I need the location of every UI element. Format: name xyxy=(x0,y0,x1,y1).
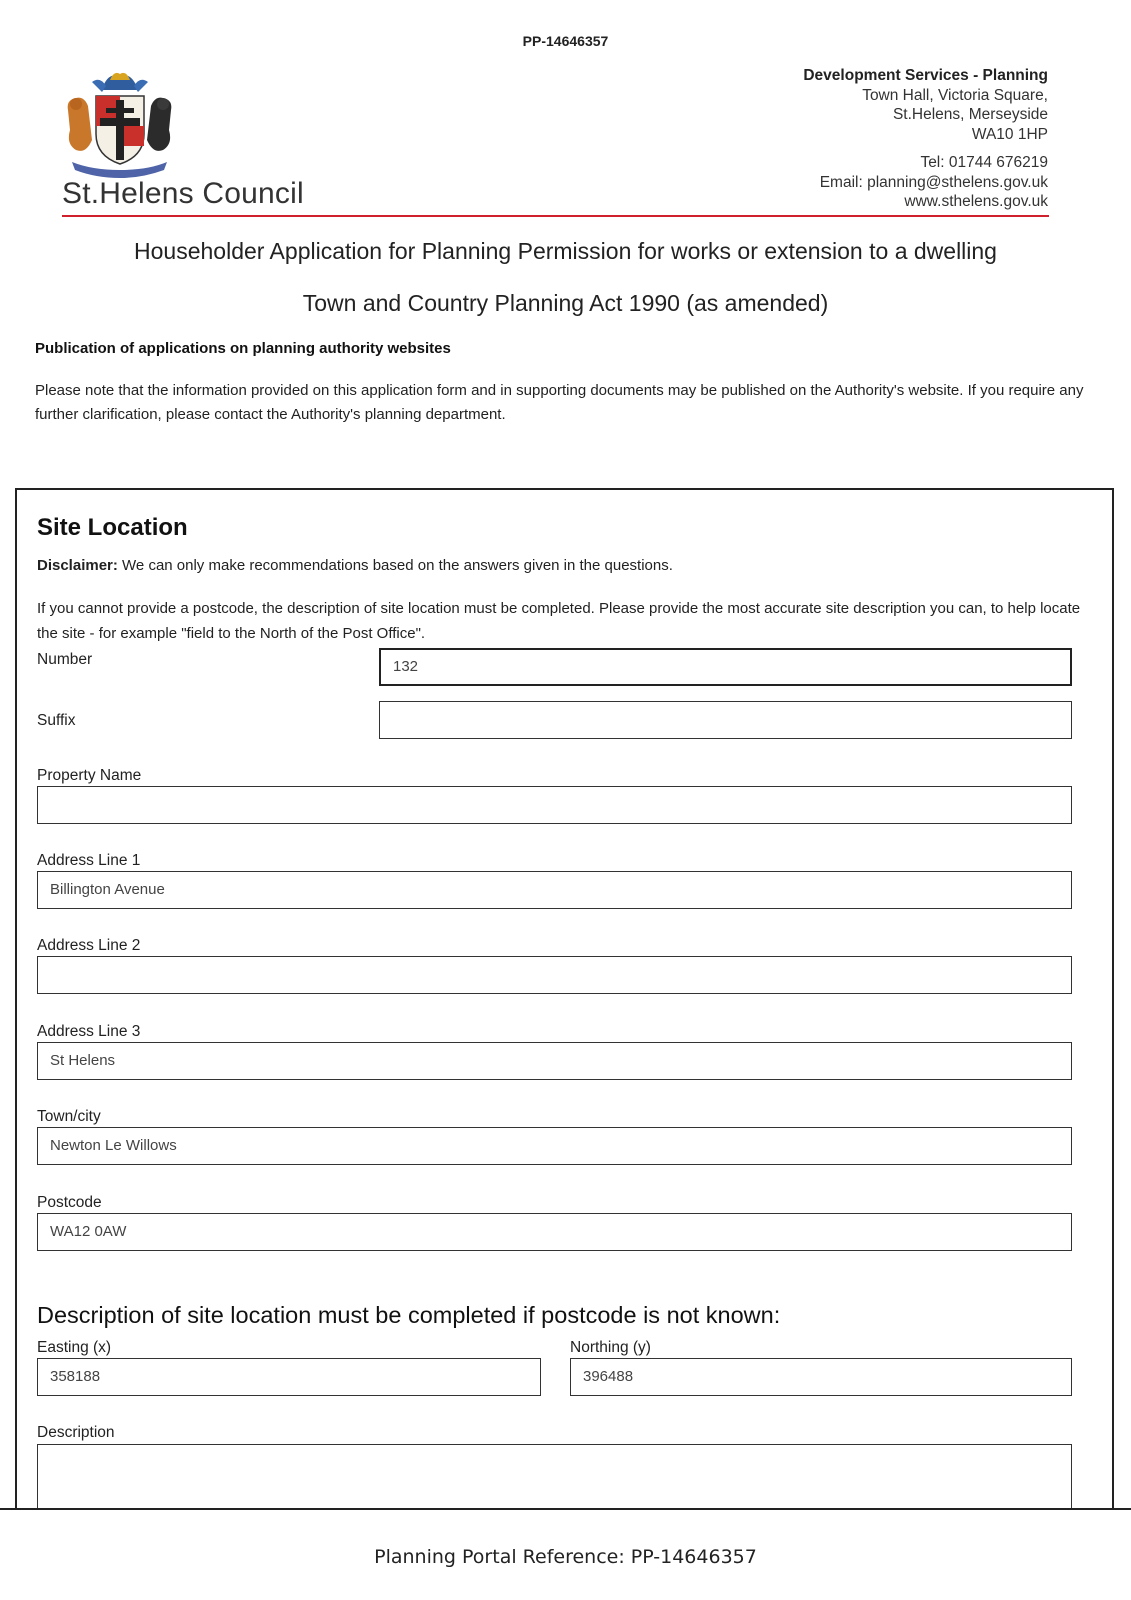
description-field[interactable] xyxy=(37,1444,1072,1508)
disclaimer-label: Disclaimer: xyxy=(37,557,118,574)
number-label: Number xyxy=(37,651,93,668)
easting-field[interactable]: 358188 xyxy=(37,1358,541,1396)
website: www.sthelens.gov.uk xyxy=(904,193,1048,210)
address-line-1-label: Address Line 1 xyxy=(37,852,141,869)
department-name: Development Services - Planning xyxy=(803,67,1048,84)
address-line-3-field[interactable]: St Helens xyxy=(37,1042,1072,1080)
address-line-1: Town Hall, Victoria Square, xyxy=(862,86,1048,104)
address-line-1-field[interactable]: Billington Avenue xyxy=(37,871,1072,909)
northing-field[interactable]: 396488 xyxy=(570,1358,1072,1396)
footer-divider xyxy=(0,1508,1131,1510)
disclaimer xyxy=(37,557,673,574)
disclaimer-text: We can only make recommendations based on the answers given in the questions. xyxy=(117,557,673,574)
address-line-3-label: Address Line 3 xyxy=(37,1023,141,1040)
form-title: Householder Application for Planning Permission for works or extension to a dwelling xyxy=(134,238,997,264)
address-postcode: WA10 1HP xyxy=(971,125,1048,143)
address-line-2-field[interactable] xyxy=(37,956,1072,994)
contact-block xyxy=(803,66,1048,212)
publication-text: Please note that the information provided on this application form and in supporting documents may be published on the Authority's website. If you require any further clarification, please contact the Authority's planning department. xyxy=(35,382,1084,423)
description-heading: Description of site location must be completed if postcode is not known: xyxy=(37,1302,781,1328)
postcode-field[interactable]: WA12 0AW xyxy=(37,1213,1072,1251)
easting-label: Easting (x) xyxy=(37,1339,112,1356)
address-line-2: St.Helens, Merseyside xyxy=(892,106,1048,123)
header-divider xyxy=(62,215,1049,217)
document-reference-top: PP-14646357 xyxy=(522,33,609,49)
number-field[interactable]: 132 xyxy=(379,648,1072,686)
town-city-label: Town/city xyxy=(37,1108,101,1125)
coat-of-arms-icon xyxy=(62,70,177,178)
postcode-label: Postcode xyxy=(37,1194,102,1211)
property-name-field[interactable] xyxy=(37,786,1072,824)
property-name-label: Property Name xyxy=(37,767,142,784)
suffix-label: Suffix xyxy=(37,712,76,729)
section-title: Site Location xyxy=(37,514,188,541)
email: Email: planning@sthelens.gov.uk xyxy=(819,173,1048,191)
site-location-info: If you cannot provide a postcode, the description of site location must be completed. Please provide the most accurate site description you can, to help locate the site - for example "field to the North of the Post Office". xyxy=(37,600,1081,642)
footer-reference: Planning Portal Reference: PP-14646357 xyxy=(374,1546,757,1568)
suffix-field[interactable] xyxy=(379,701,1072,739)
town-city-field[interactable]: Newton Le Willows xyxy=(37,1127,1072,1165)
address-line-2-label: Address Line 2 xyxy=(37,937,141,954)
northing-label: Northing (y) xyxy=(570,1339,651,1356)
council-name: St.Helens Council xyxy=(62,177,304,210)
publication-heading: Publication of applications on planning authority websites xyxy=(35,340,451,357)
description-label: Description xyxy=(37,1424,115,1441)
telephone: Tel: 01744 676219 xyxy=(920,154,1048,171)
form-subtitle: Town and Country Planning Act 1990 (as amended) xyxy=(302,290,829,316)
